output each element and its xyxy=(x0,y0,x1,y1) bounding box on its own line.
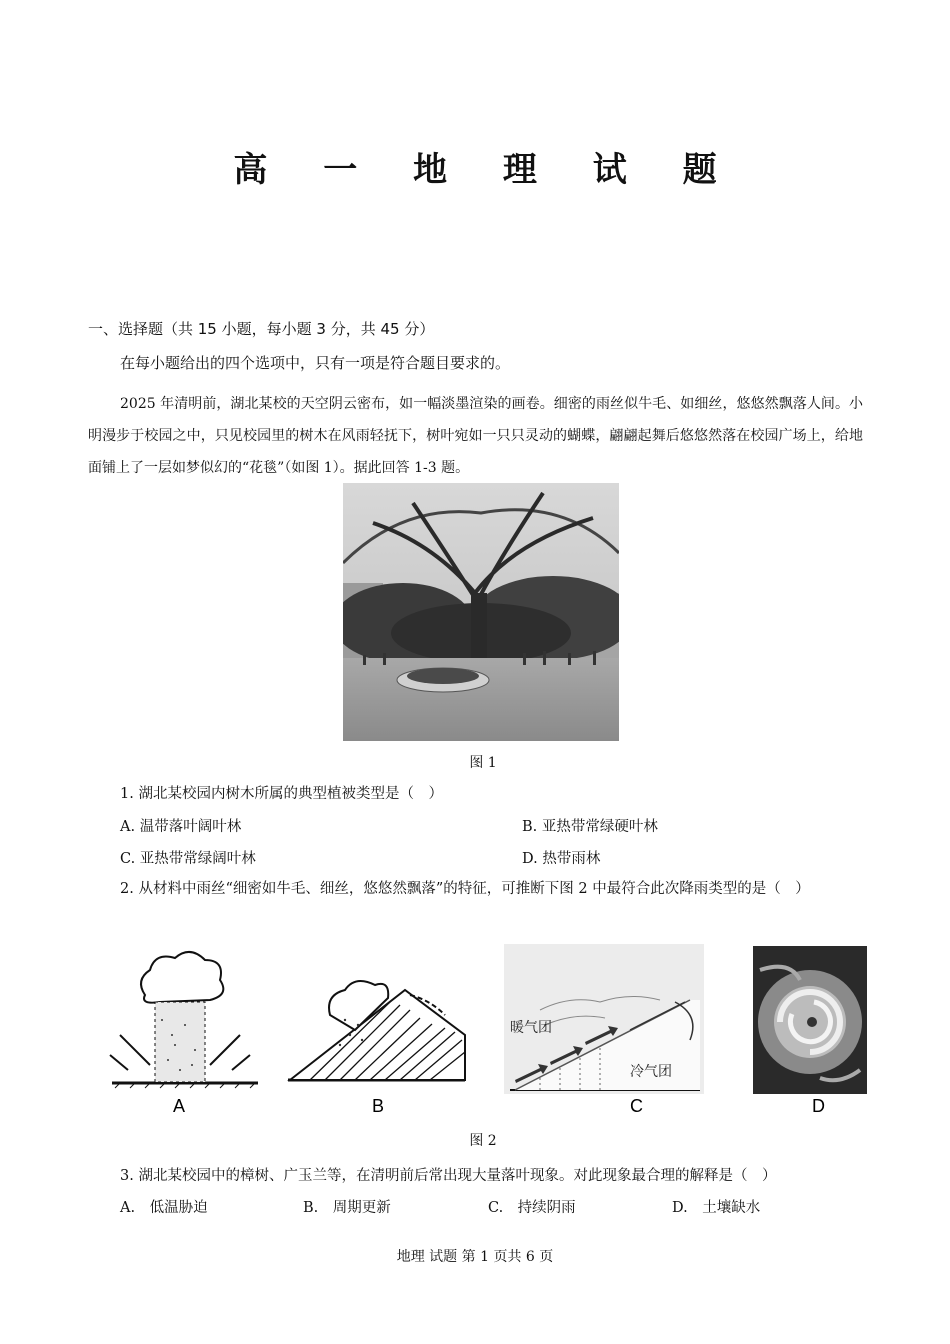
diagram-d-typhoon-image xyxy=(753,946,867,1116)
diagram-b-orographic-rain xyxy=(288,981,465,1116)
rainfall-types-figure xyxy=(100,940,880,1120)
instruction: 在每小题给出的四个选项中，只有一项是符合题目要求的。 xyxy=(120,354,511,372)
question-1-stem: 1. 湖北某校园内树木所属的典型植被类型是（ ） xyxy=(120,786,443,802)
campus-tree-photo xyxy=(343,483,619,741)
passage: 2025 年清明前，湖北某校的天空阴云密布，如一幅淡墨渲染的画卷。细密的雨丝似牛毛、如细丝，悠悠然飘落人间。小明漫步于校园之中，只见校园里的树木在风雨轻抚下，树叶宛如一只只灵动的蝴蝶，翩翩起舞后悠悠然落在校园广场上，给地面铺上了一层如梦似幻的“花毯”（如图 1）。据此回答 1-3 题。 xyxy=(88,396,863,476)
diagram-d-label: D xyxy=(812,1096,825,1116)
q1-option-b: B. 亚热带常绿硬叶林 xyxy=(522,819,658,835)
question-2-stem: 2. 从材料中雨丝“细密如牛毛、细丝，悠悠然飘落”的特征，可推断下图 2 中最符合此次降雨类型的是（ ） xyxy=(120,881,810,897)
warm-air-label: 暖气团 xyxy=(510,1020,552,1036)
diagram-c-frontal-rain xyxy=(504,944,704,1116)
page-footer: 地理 试题 第 1 页共 6 页 xyxy=(396,1249,554,1265)
q3-option-b: B. 周期更新 xyxy=(303,1200,391,1216)
diagram-b-label: B xyxy=(372,1096,385,1116)
cold-air-label: 冷气团 xyxy=(630,1064,672,1080)
q1-option-c: C. 亚热带常绿阔叶林 xyxy=(120,851,256,867)
figure1-caption: 图 1 xyxy=(469,755,497,771)
diagram-a-label: A xyxy=(173,1096,186,1116)
q3-option-d: D. 土壤缺水 xyxy=(672,1200,761,1216)
q3-option-a: A. 低温胁迫 xyxy=(120,1200,208,1216)
diagram-c-label: C xyxy=(630,1096,643,1116)
q1-option-d: D. 热带雨林 xyxy=(522,851,601,867)
q3-option-c: C. 持续阴雨 xyxy=(488,1200,576,1216)
diagram-a-convective-rain xyxy=(110,952,258,1116)
page-title: 高 一 地 理 试 题 xyxy=(233,150,739,190)
question-3-stem: 3. 湖北某校园中的樟树、广玉兰等，在清明前后常出现大量落叶现象。对此现象最合理的解释是（ ） xyxy=(120,1168,777,1184)
section-heading: 一、选择题（共 15 小题，每小题 3 分，共 45 分） xyxy=(88,320,435,338)
figure2-caption: 图 2 xyxy=(469,1133,497,1149)
q1-option-a: A. 温带落叶阔叶林 xyxy=(120,819,242,835)
